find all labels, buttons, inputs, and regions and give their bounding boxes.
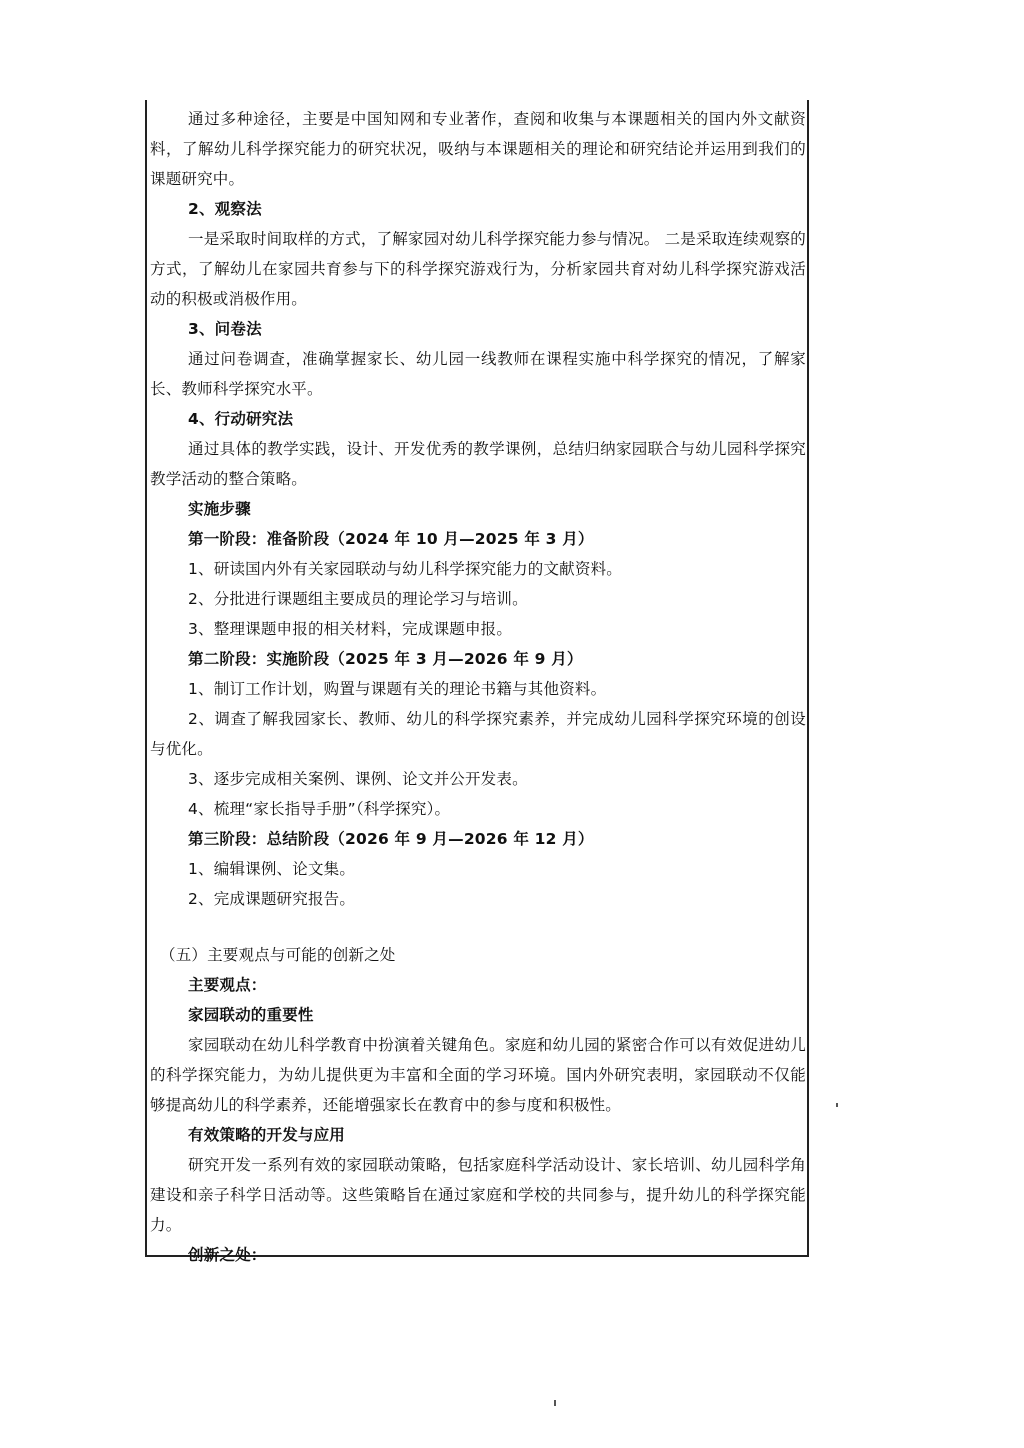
scan-speck xyxy=(554,1400,556,1406)
method-questionnaire-text: 通过问卷调查，准确掌握家长、幼儿园一线教师在课程实施中科学探究的情况，了解家长、教师科学探究水平。 xyxy=(150,350,806,398)
stage-two-item-4: 4、梳理“家长指导手册”（科学探究）。 xyxy=(188,800,451,818)
method-action-research-text: 通过具体的教学实践，设计、开发优秀的教学课例，总结归纳家园联合与幼儿园科学探究教学活动的整合策略。 xyxy=(150,440,806,488)
stage-one-item-3: 3、整理课题申报的相关材料，完成课题申报。 xyxy=(188,620,513,638)
heading-effective-strategies: 有效策略的开发与应用 xyxy=(188,1126,346,1144)
stage-one-item-1: 1、研读国内外有关家园联动与幼儿科学探究能力的文献资料。 xyxy=(188,560,622,578)
stage-two-item-3: 3、逐步完成相关案例、课例、论文并公开发表。 xyxy=(188,770,528,788)
importance-of-linkage-text: 家园联动在幼儿科学教育中扮演着关键角色。家庭和幼儿园的紧密合作可以有效促进幼儿的科学探究能力，为幼儿提供更为丰富和全面的学习环境。国内外研究表明，家园联动不仅能够提高幼儿的科学素养，还能增强家长在教育中的参与度和积极性。 xyxy=(150,1036,806,1114)
stage-two-item-1: 1、制订工作计划，购置与课题有关的理论书籍与其他资料。 xyxy=(188,680,607,698)
effective-strategies-text: 研究开发一系列有效的家园联动策略，包括家庭科学活动设计、家长培训、幼儿园科学角建设和亲子科学日活动等。这些策略旨在通过家庭和学校的共同参与，提升幼儿的科学探究能力。 xyxy=(150,1156,806,1234)
heading-main-viewpoints: 主要观点： xyxy=(188,976,267,994)
document-body xyxy=(150,104,806,1270)
heading-innovations: 创新之处： xyxy=(188,1246,267,1264)
stage-two-item-2: 2、调查了解我园家长、教师、幼儿的科学探究素养，并完成幼儿园科学探究环境的创设与优化。 xyxy=(150,710,806,758)
stage-three-item-2: 2、完成课题研究报告。 xyxy=(188,890,356,908)
scan-speck xyxy=(836,1103,838,1107)
method-literature-text: 通过多种途径，主要是中国知网和专业著作，查阅和收集与本课题相关的国内外文献资料，了解幼儿科学探究能力的研究状况，吸纳与本课题相关的理论和研究结论并运用到我们的课题研究中。 xyxy=(150,110,806,188)
stage-one-item-2: 2、分批进行课题组主要成员的理论学习与培训。 xyxy=(188,590,528,608)
heading-stage-two: 第二阶段：实施阶段（2025 年 3 月—2026 年 9 月） xyxy=(188,650,583,668)
heading-stage-one: 第一阶段：准备阶段（2024 年 10 月—2025 年 3 月） xyxy=(188,530,594,548)
stage-three-item-1: 1、编辑课例、论文集。 xyxy=(188,860,356,878)
heading-implementation-steps: 实施步骤 xyxy=(188,500,251,518)
heading-stage-three: 第三阶段：总结阶段（2026 年 9 月—2026 年 12 月） xyxy=(188,830,594,848)
heading-action-research-method: 4、行动研究法 xyxy=(188,410,294,428)
method-observation-text: 一是采取时间取样的方式，了解家园对幼儿科学探究能力参与情况。 二是采取连续观察的方式，了解幼儿在家园共育参与下的科学探究游戏行为，分析家园共育对幼儿科学探究游戏活动的积极或消极作用。 xyxy=(150,230,806,308)
section-five-title: （五）主要观点与可能的创新之处 xyxy=(160,946,396,964)
section-gap xyxy=(150,914,806,940)
heading-importance-of-linkage: 家园联动的重要性 xyxy=(188,1006,314,1024)
heading-questionnaire-method: 3、问卷法 xyxy=(188,320,262,338)
heading-observation-method: 2、观察法 xyxy=(188,200,262,218)
